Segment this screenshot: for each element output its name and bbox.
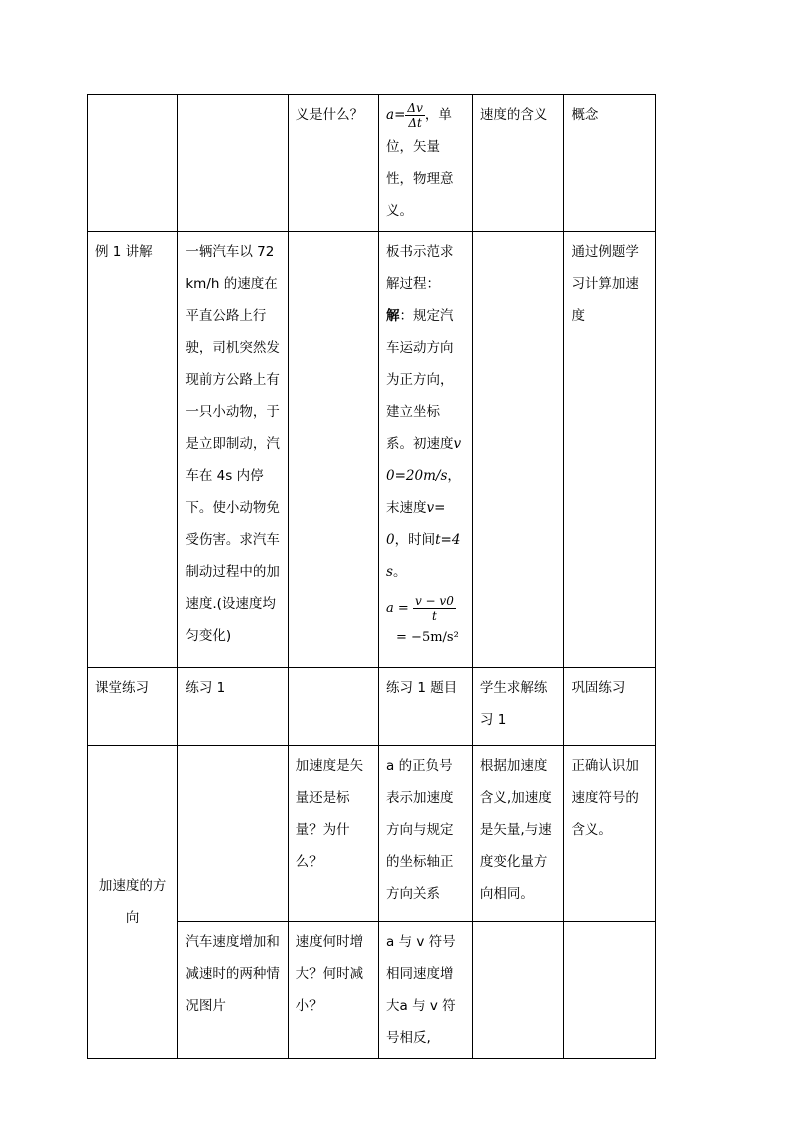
fraction: $\frac{v - v0}{t}$ (414, 594, 454, 623)
cell-purpose (564, 922, 656, 1059)
cell-content: 一辆汽车以 72km/h 的速度在平直公路上行驶，司机突然发现前方公路上有一只小动物，于是立即制动，汽车在 4s 内停下。使小动物免受伤害。求汽车制动过程中的加速度.(设速度均匀变化) (178, 232, 288, 668)
cell-stage: 例 1 讲解 (88, 232, 178, 668)
cell-purpose: 通过例题学习计算加速度 (564, 232, 656, 668)
cell-content: 练习 1 (178, 668, 288, 746)
cell-teacher-activity: a 的正负号表示加速度方向与规定的坐标轴正方向关系 (379, 746, 473, 922)
table-row (88, 95, 656, 232)
acceleration-formula: a = $\frac{v - v0}{t}$ = −5m/s² (386, 594, 459, 645)
cell-stage: 加速度的方向 (88, 746, 178, 1059)
cell-teacher-activity: 板书示范求解过程： 解：规定汽车运动方向为正方向，建立坐标系。初速度v0=20m/s，末速度v=0，时间t=4s。 a = $\frac{v - v0}{t}$ = −5m/s² (379, 232, 473, 668)
cell-content: 汽车速度增加和减速时的两种情况图片 (178, 922, 288, 1059)
cell-stage: 课堂练习 (88, 668, 178, 746)
table-row (88, 746, 656, 922)
fraction: $\frac{\Delta v}{\Delta t}$ (407, 100, 423, 130)
cell-purpose: 巩固练习 (564, 668, 656, 746)
cell-teacher-activity: a 与 v 符号相同速度增大a 与 v 符号相反, (379, 922, 473, 1059)
cell-content (178, 95, 288, 232)
cell-student-activity: 根据加速度含义,加速度是矢量,与速度变化量方向相同。 (472, 746, 564, 922)
cell-purpose: 概念 (564, 95, 656, 232)
cell-student-activity (472, 922, 564, 1059)
cell-question (288, 668, 378, 746)
table-row (88, 668, 656, 746)
cell-teacher-activity: 练习 1 题目 (379, 668, 473, 746)
lesson-plan-table (87, 94, 656, 1059)
cell-purpose: 正确认识加速度符号的含义。 (564, 746, 656, 922)
cell-stage (88, 95, 178, 232)
cell-question: 义是什么？ (288, 95, 378, 232)
cell-question: 加速度是矢量还是标量？为什么？ (288, 746, 378, 922)
cell-student-activity: 速度的含义 (472, 95, 564, 232)
cell-student-activity (472, 232, 564, 668)
cell-content (178, 746, 288, 922)
table-row (88, 232, 656, 668)
cell-teacher-activity: a= $\frac{\Delta v}{\Delta t}$ ，单位，矢量性，物理意义。 (379, 95, 473, 232)
formula-lhs: a= (386, 107, 406, 123)
cell-question: 速度何时增大？何时减小？ (288, 922, 378, 1059)
cell-student-activity: 学生求解练习 1 (472, 668, 564, 746)
cell-question (288, 232, 378, 668)
